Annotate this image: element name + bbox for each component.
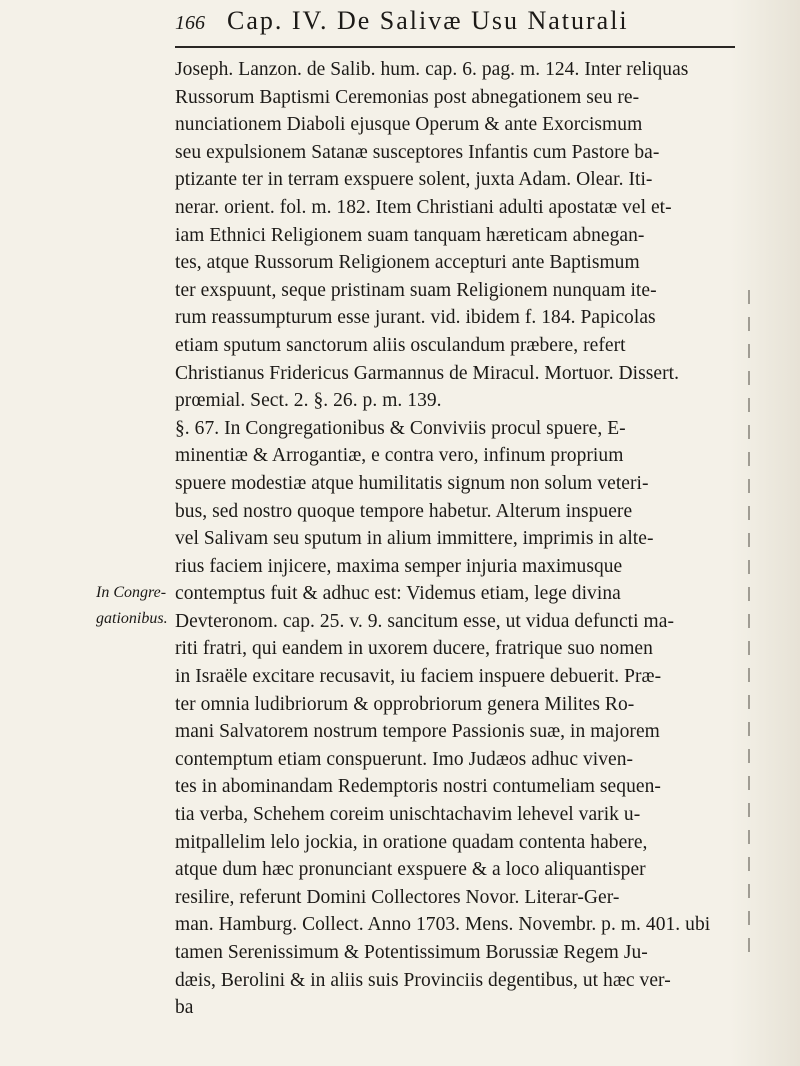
running-title: Cap. IV. De Salivæ Usu Naturali bbox=[227, 6, 629, 35]
text-line: minentiæ & Arrogantiæ, e contra vero, infinum proprium bbox=[175, 445, 624, 467]
text-line: ba bbox=[175, 997, 194, 1019]
text-line: nerar. orient. fol. m. 182. Item Christiani adulti apostatæ vel et- bbox=[175, 196, 672, 218]
margin-note bbox=[96, 580, 176, 632]
text-line: mitpallelim lelo jockia, in oratione quadam contenta habere, bbox=[175, 831, 648, 853]
page-edge-marks bbox=[748, 290, 750, 965]
text-line: in Israële excitare recusavit, iu faciem inspuere debuerit. Præ- bbox=[175, 666, 662, 688]
margin-note-line: gationibus. bbox=[96, 610, 168, 627]
page-number: 166 bbox=[175, 12, 205, 34]
text-line: Christianus Fridericus Garmannus de Miracul. Mortuor. Dissert. bbox=[175, 362, 680, 384]
text-line: Joseph. Lanzon. de Salib. hum. cap. 6. pag. m. 124. Inter reliquas bbox=[175, 59, 689, 80]
text-line: tes, atque Russorum Religionem accepturi ante Baptismum bbox=[175, 252, 640, 274]
text-line: tia verba, Schehem coreim unischtachavim lehevel varik u- bbox=[175, 804, 641, 826]
text-line: rum reassumpturum esse jurant. vid. ibidem f. 184. Papicolas bbox=[175, 307, 656, 329]
page-edge-shadow bbox=[730, 0, 800, 1066]
text-line: Devteronom. cap. 25. v. 9. sancitum esse, ut vidua defuncti ma- bbox=[175, 610, 674, 632]
text-line: ptizante ter in terram exspuere solent, juxta Adam. Olear. Iti- bbox=[175, 169, 653, 191]
text-line: etiam sputum sanctorum aliis osculandum præbere, refert bbox=[175, 334, 626, 356]
text-line: spuere modestiæ atque humilitatis signum non solum veteri- bbox=[175, 472, 649, 494]
text-line: vel Salivam seu sputum in alium immittere, imprimis in alte- bbox=[175, 528, 654, 550]
text-line: dæis, Berolini & in aliis suis Provinciis degentibus, ut hæc ver- bbox=[175, 969, 671, 991]
text-line: man. Hamburg. Collect. Anno 1703. Mens. Novembr. p. m. 401. ubi bbox=[175, 914, 711, 936]
text-line: tamen Serenissimum & Potentissimum Borussiæ Regem Ju- bbox=[175, 942, 648, 963]
text-line: mani Salvatorem nostrum tempore Passionis suæ, in majorem bbox=[175, 721, 660, 743]
text-line: resilire, referunt Domini Collectores Novor. Literar-Ger- bbox=[175, 886, 620, 908]
text-line: bus, sed nostro quoque tempore habetur. Alterum inspuere bbox=[175, 500, 633, 522]
text-line: ter omnia ludibriorum & opprobriorum genera Milites Ro- bbox=[175, 693, 635, 715]
text-line: §. 67. In Congregationibus & Conviviis procul spuere, E- bbox=[175, 417, 626, 439]
text-line: atque dum hæc pronunciant exspuere & a loco aliquantisper bbox=[175, 859, 646, 881]
page-header bbox=[175, 2, 735, 48]
text-line: ter exspuunt, seque pristinam suam Religionem nunquam ite- bbox=[175, 279, 657, 301]
text-line: nunciationem Diaboli ejusque Operum & ante Exorcismum bbox=[175, 114, 643, 136]
text-line: iam Ethnici Religionem suam tanquam hæreticam abnegan- bbox=[175, 224, 645, 246]
margin-note-line: In Congre- bbox=[96, 584, 167, 601]
text-line: riti fratri, qui eandem in uxorem ducere, fratrique suo nomen bbox=[175, 638, 653, 660]
text-line: Russorum Baptismi Ceremonias post abnegationem seu re- bbox=[175, 86, 640, 108]
text-line: contemptus fuit & adhuc est: Videmus etiam, lege divina bbox=[175, 583, 621, 605]
text-line: prœmial. Sect. 2. §. 26. p. m. 139. bbox=[175, 390, 442, 412]
text-line: seu expulsionem Satanæ susceptores Infantis cum Pastore ba- bbox=[175, 141, 660, 163]
text-line: tes in abominandam Redemptoris nostri contumeliam sequen- bbox=[175, 776, 661, 798]
text-line: rius faciem injicere, maxima semper injuria maximusque bbox=[175, 555, 623, 577]
text-line: contemptum etiam conspuerunt. Imo Judæos adhuc viven- bbox=[175, 748, 634, 770]
body-text bbox=[175, 56, 735, 1022]
